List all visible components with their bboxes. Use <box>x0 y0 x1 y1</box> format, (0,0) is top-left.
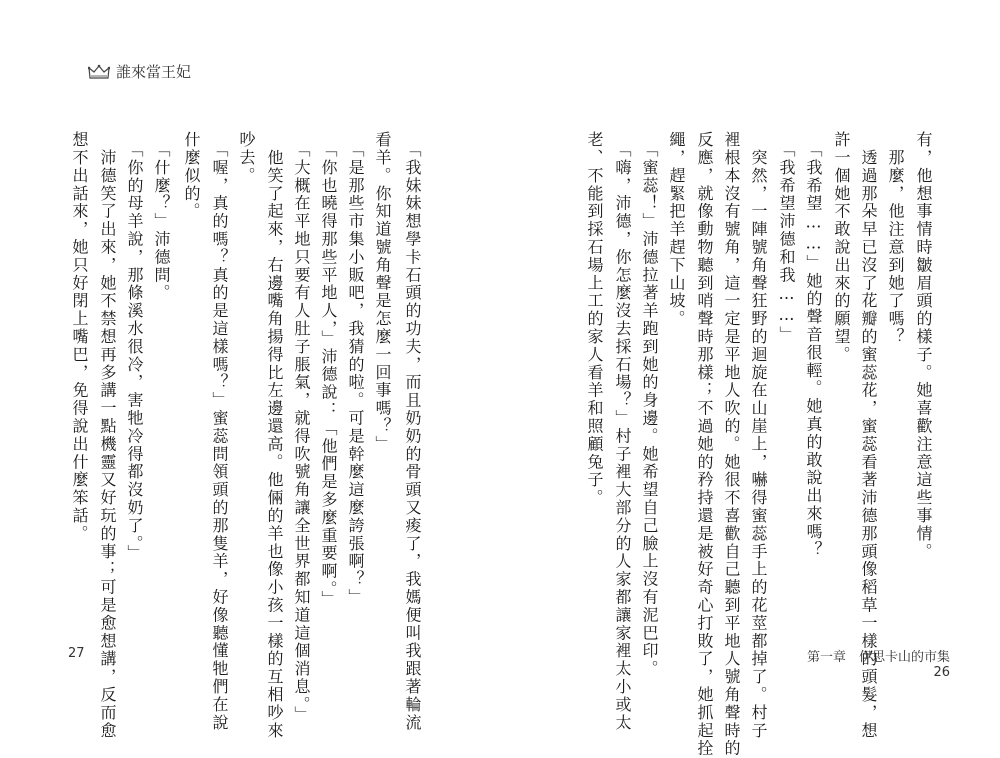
text-column: 看羊。你知道號角聲是怎麼一回事嗎？」 <box>373 131 392 454</box>
text-column: 反應，就像動物聽到哨聲時那樣；不過她的矜持還是被好奇心打敗了，她抓起拴 <box>695 131 714 758</box>
text-column: 許一個她不敢說出來的願望。 <box>832 131 851 364</box>
text-column: 有，他想事情時皺眉頭的樣子。她喜歡注意這些事情。 <box>914 131 933 561</box>
book-title: 誰來當王妃 <box>116 63 192 81</box>
book-header <box>88 61 191 82</box>
text-column: 突然，一陣號角聲狂野的迴旋在山崖上，嚇得蜜蕊手上的花莖都掉了。村子 <box>749 131 768 740</box>
text-column: 沛德笑了出來，她不禁想再多講一點機靈又好玩的事；可是愈想講，反而愈 <box>98 131 117 740</box>
text-column: 「你也曉得那些平地人，」沛德說：「他們是多麼重要啊。」 <box>319 131 338 609</box>
text-column: 「我妹妹想學卡石頭的功夫，而且奶奶的骨頭又痠了，我媽便叫我跟著輪流 <box>403 131 422 732</box>
text-column: 「蜜蕊！」沛德拉著羊跑到她的身邊。她希望自己臉上沒有泥巴印。 <box>640 131 659 678</box>
text-column: 透過那朵早已沒了花瓣的蜜蕊花，蜜蕊看著沛德那頭像稻草一樣的頭髮，想 <box>859 131 878 740</box>
text-column: 老、不能到採石場上工的家人看羊和照顧兔子。 <box>585 131 604 507</box>
text-column: 想不出話來，她只好閉上嘴巴，免得說出什麼笨話。 <box>70 131 89 543</box>
text-column: 什麼似的。 <box>182 131 201 221</box>
right-page <box>500 0 1000 758</box>
text-column: 裡根本沒有號角，這一定是平地人吹的。她很不喜歡自己聽到平地人號角聲時的 <box>722 131 741 758</box>
text-column: 「我希望沛德和我……」 <box>777 131 796 344</box>
text-column: 「什麼？」沛德問。 <box>152 131 171 302</box>
text-column: 「喔，真的嗎？真的是這樣嗎？」蜜蕊問領頭的那隻羊，好像聽懂牠們在說 <box>210 131 229 732</box>
crown-icon <box>88 64 110 80</box>
text-column: 繩，趕緊把羊趕下山坡。 <box>667 131 686 328</box>
text-column: 「你的母羊說，那條溪水很冷，害牠冷得都沒奶了。」 <box>125 131 144 563</box>
text-column: 「我希望……」她的聲音很輕。她真的敢說出來嗎？ <box>804 131 823 559</box>
text-column: 吵去。 <box>237 131 256 185</box>
running-head: 第一章 伊思卡山的市集 26 <box>806 650 964 680</box>
text-column: 他笑了起來，右邊嘴角揚得比左邊還高。他倆的羊也像小孩一樣的互相吵來 <box>265 131 284 740</box>
left-page <box>0 0 500 740</box>
text-column: 「嗨，沛德，你怎麼沒去採石場？」村子裡大部分的人家都讓家裡太小或太 <box>613 131 632 732</box>
page-number: 27 <box>68 646 85 661</box>
text-column: 「是那些市集小販吧，我猜的啦。可是幹麼這麼誇張啊？」 <box>346 131 365 607</box>
text-column: 「大概在平地只要有人肚子脹氣，就得吹號角讓全世界都知道這個消息。」 <box>292 131 311 724</box>
text-column: 那麼，他注意到她了嗎？ <box>886 131 905 346</box>
